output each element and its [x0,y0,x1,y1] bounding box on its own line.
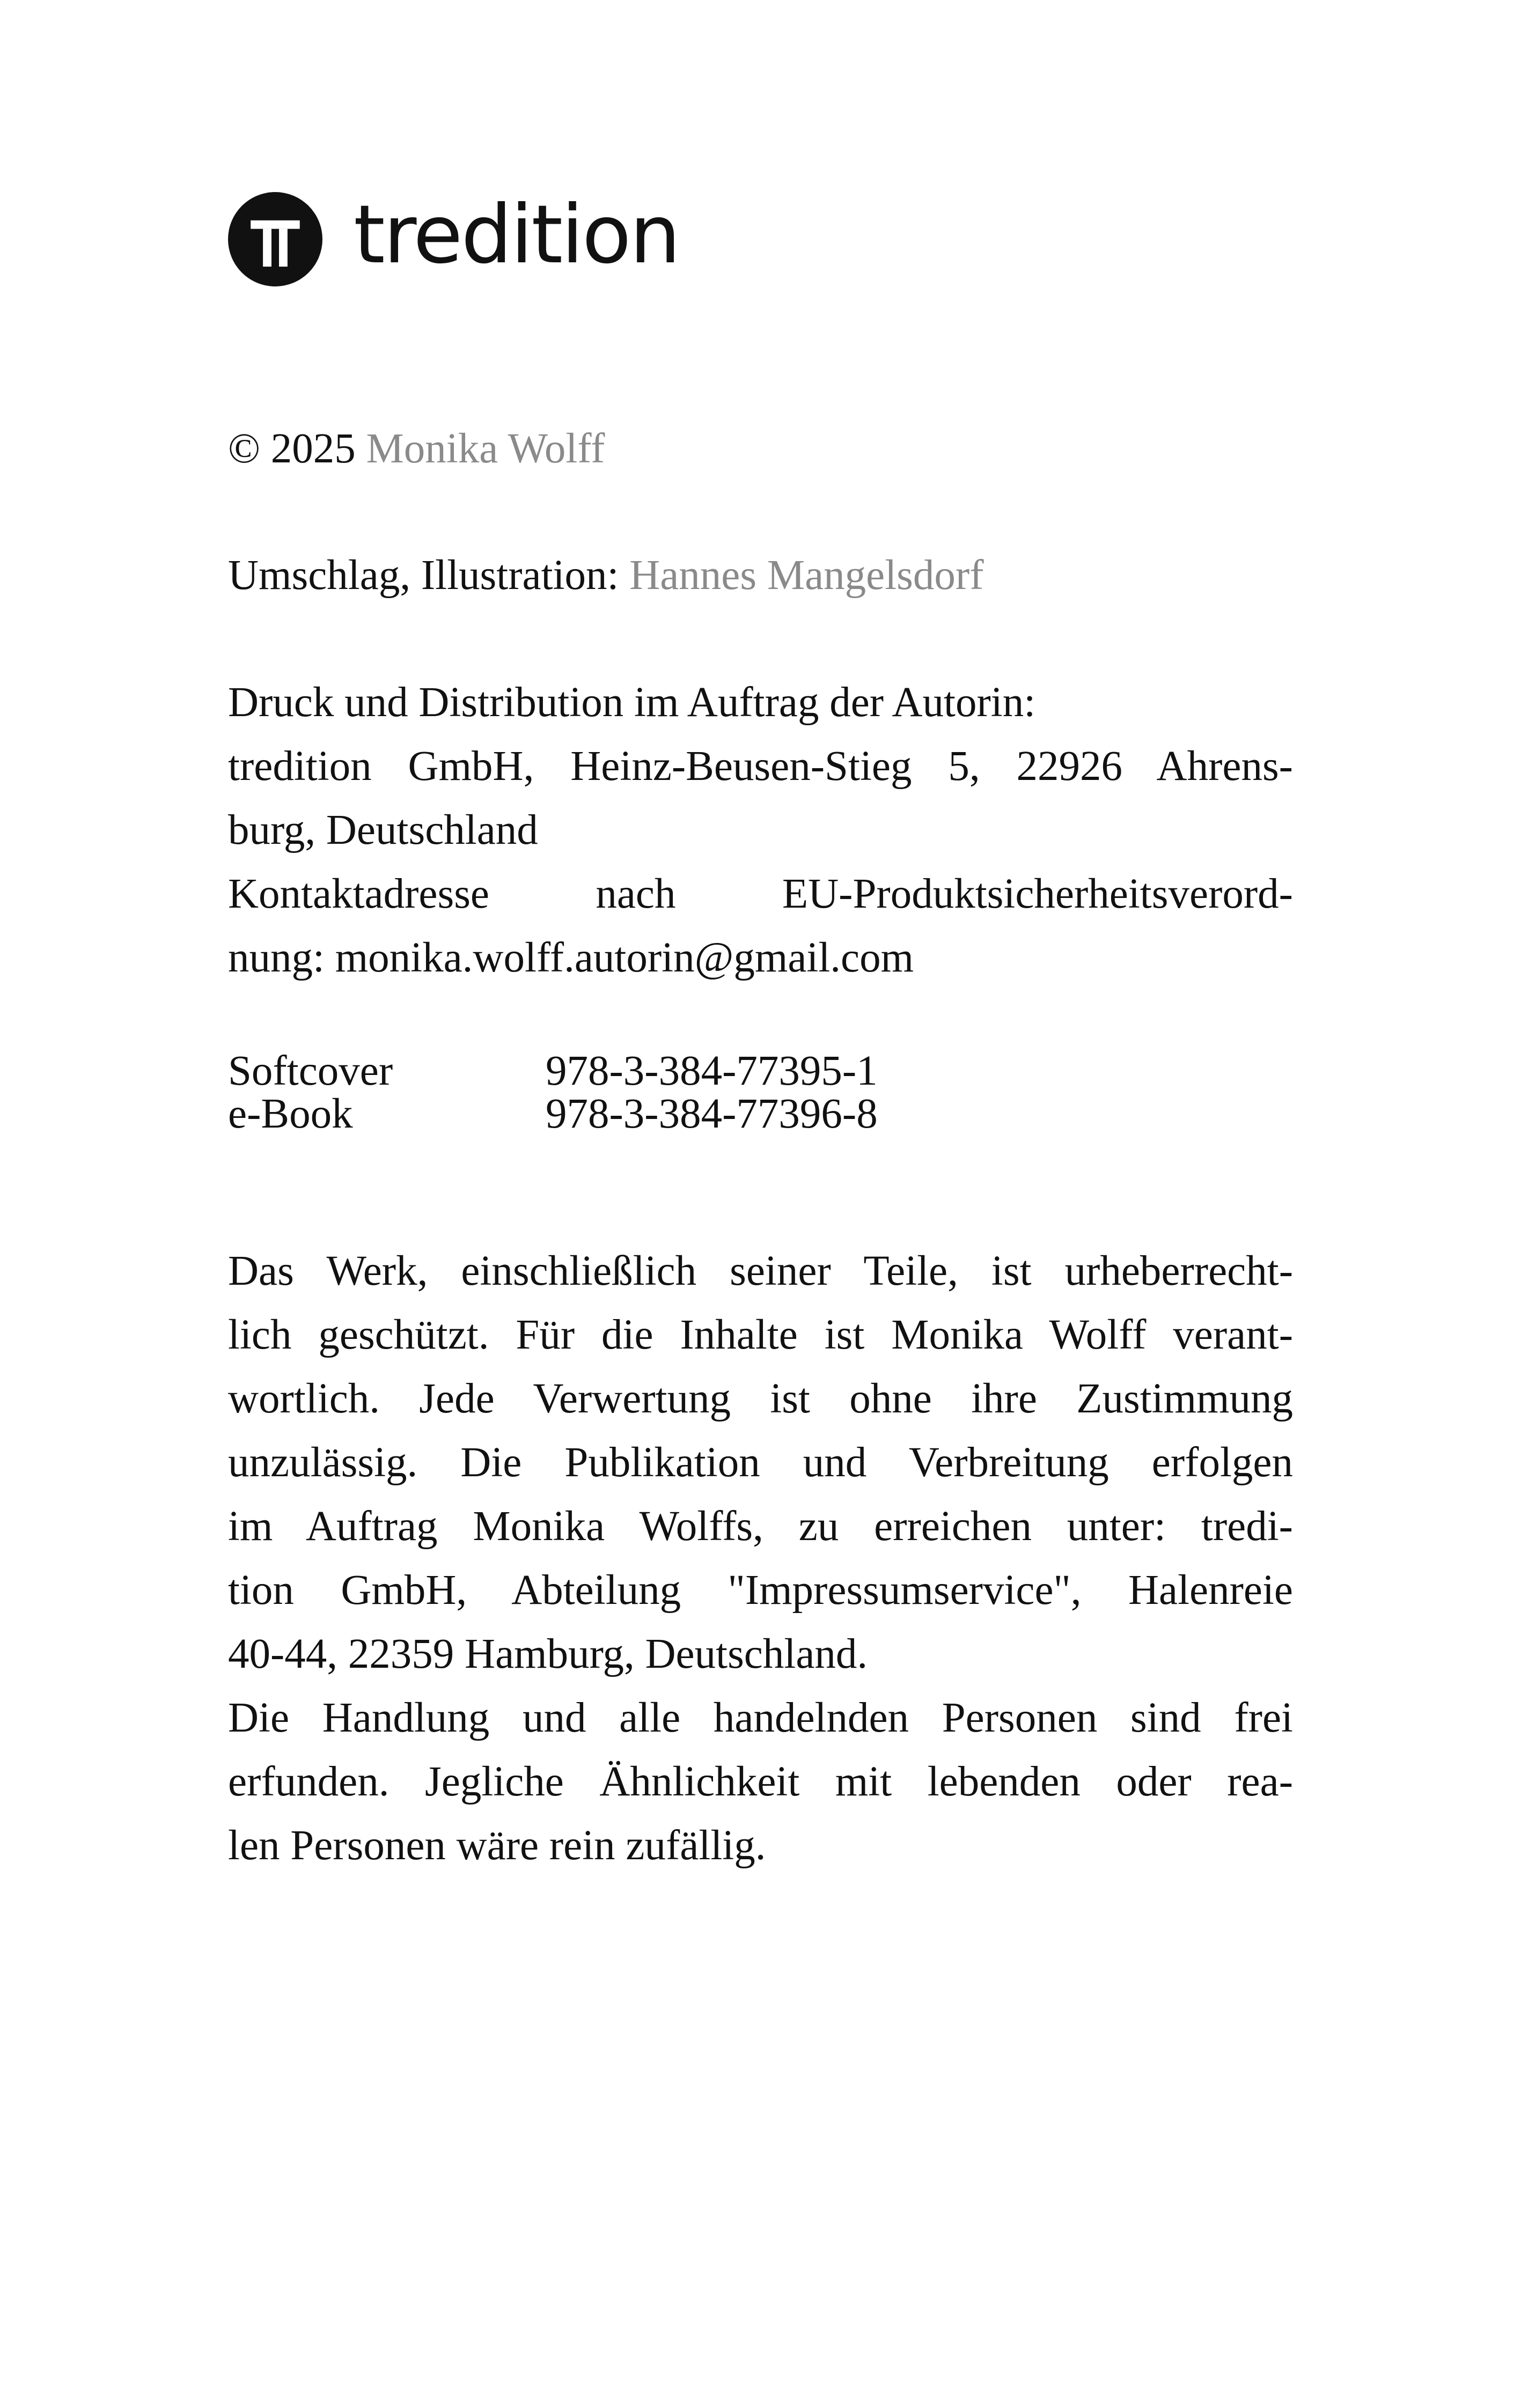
legal-line: lich geschützt. Für die Inhalte ist Monika Wolff verant- [228,1312,1293,1358]
legal-notice [228,1239,1293,1877]
print-line: burg, Deutschland [228,807,538,853]
isbn-list [228,1050,1293,1136]
copyright-author: Monika Wolff [366,425,605,472]
legal-line: unzulässig. Die Publikation und Verbreitung erfolgen [228,1439,1293,1486]
fiction-line: Die Handlung und alle handelnden Personen sind frei [228,1695,1293,1741]
logo-wordmark: tredition [354,188,679,282]
isbn-row [228,1093,1293,1136]
contact-line: Kontaktadresse nach EU-Produktsicherheitsverord- [228,871,1293,917]
isbn-format: e-Book [228,1091,353,1137]
isbn-number: 978-3-384-77395-1 [546,1048,878,1094]
copyright-year: © 2025 [228,425,356,472]
isbn-row [228,1050,1293,1093]
cover-credit-name: Hannes Mangelsdorf [629,552,984,599]
legal-line: tion GmbH, Abteilung "Impressumservice", Halenreie [228,1567,1293,1614]
print-line: tredition GmbH, Heinz-Beusen-Stieg 5, 22926 Ahrens- [228,743,1293,790]
contact-email-line: nung: monika.wolff.autorin@gmail.com [228,934,914,981]
legal-line: wortlich. Jede Verwertung ist ohne ihre Zustimmung [228,1375,1293,1422]
tredition-logo-icon [228,192,322,286]
print-line: Druck und Distribution im Auftrag der Autorin: [228,679,1036,726]
print-distribution-block [228,671,1293,990]
cover-credit [228,543,1293,607]
fiction-line: len Personen wäre rein zufällig. [228,1822,766,1869]
fiction-line: erfunden. Jegliche Ähnlichkeit mit lebenden oder rea- [228,1758,1293,1805]
isbn-number: 978-3-384-77396-8 [546,1091,878,1137]
publisher-logo [228,188,679,286]
legal-line: Das Werk, einschließlich seiner Teile, ist urheberrecht- [228,1248,1293,1294]
legal-line: im Auftrag Monika Wolffs, zu erreichen unter: tredi- [228,1503,1293,1550]
copyright-line [228,417,1293,481]
cover-credit-label: Umschlag, Illustration: [228,552,619,599]
legal-line: 40-44, 22359 Hamburg, Deutschland. [228,1631,868,1677]
isbn-format: Softcover [228,1048,393,1094]
